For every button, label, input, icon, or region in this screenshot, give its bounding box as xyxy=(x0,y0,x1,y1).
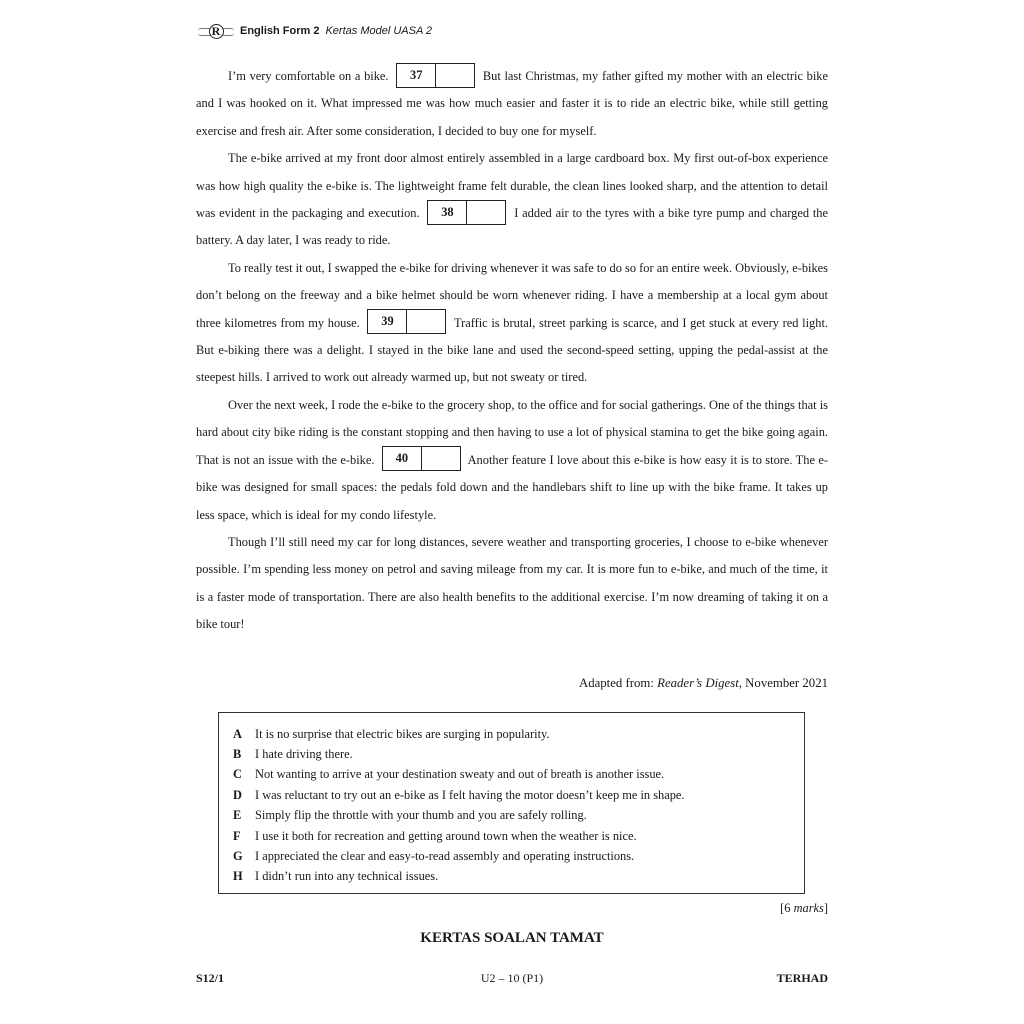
answer-blank[interactable] xyxy=(467,201,505,224)
answer-blank[interactable] xyxy=(407,310,445,333)
header-subject: English Form 2 xyxy=(240,25,320,37)
answer-options-box xyxy=(218,712,805,894)
paragraph-2: The e-bike arrived at my front door almost entirely assembled in a large cardboard box. My first out-of-box experience was how high quality the e-bike is. The lightweight frame felt durable, the clean lines looked sharp, and the attention to detail was evident in the packaging and execution. 38 I added air to the tyres with a bike tyre pump and charged the battery. A day later, I was ready to ride. xyxy=(196,151,828,248)
paragraph-4: Over the next week, I rode the e-bike to the grocery shop, to the office and for social gatherings. One of the things that is hard about city bike riding is the constant stopping and then having to use a lot of physical stamina to get the bike going again. That is not an issue with the e-bike. 40 Another feature I love about this e-bike is how easy it is to store. The e-bike was designed for small spaces: the pedals fold down and the handlebars shift to line up with the bike frame. It takes up less space, which is ideal for my condo lifestyle. xyxy=(196,397,828,522)
answer-box-40[interactable] xyxy=(382,446,461,471)
question-number: 39 xyxy=(368,310,407,333)
footer-code: S12/1 xyxy=(196,971,225,985)
footer-page-number: U2 – 10 (P1) xyxy=(480,971,544,985)
answer-blank[interactable] xyxy=(422,447,460,470)
source-citation: Adapted from: Reader’s Digest, November 2021 xyxy=(578,676,828,690)
footer-classification: TERHAD xyxy=(776,971,828,985)
option-f: F I use it both for recreation and getting around town when the weather is nice. xyxy=(233,828,637,843)
question-number: 40 xyxy=(383,447,422,470)
option-c: C Not wanting to arrive at your destination sweaty and out of breath is another issue. xyxy=(233,767,665,782)
question-number: 38 xyxy=(428,201,467,224)
option-a: A It is no surprise that electric bikes are surging in popularity. xyxy=(233,726,550,741)
marks-label: [6 marks] xyxy=(780,901,828,915)
option-g: G I appreciated the clear and easy-to-read assembly and operating instructions. xyxy=(233,849,635,864)
paragraph-3: To really test it out, I swapped the e-bike for driving whenever it was safe to do so for an entire week. Obviously, e-bikes don’t belong on the freeway and a bike helmet should be worn whenever riding. I have a membership at a local gym about three kilometres from my house. 39 Traffic is brutal, street parking is scarce, and I get stuck at every red light. But e-biking there was a delight. I stayed in the bike lane and used the second-speed setting, upping the pedal-assist at the steepest hills. I arrived to work out already warmed up, but not sweaty or tired. xyxy=(196,260,828,385)
reading-passage xyxy=(196,63,828,639)
answer-box-37[interactable] xyxy=(396,63,475,88)
answer-box-39[interactable] xyxy=(367,309,446,334)
end-of-paper-title: KERTAS SOALAN TAMAT xyxy=(420,930,604,946)
option-d: D I was reluctant to try out an e-bike as I felt having the motor doesn’t keep me in shape. xyxy=(233,787,685,802)
header-paper-title: Kertas Model UASA 2 xyxy=(325,25,433,37)
option-e: E Simply flip the throttle with your thumb and you are safely rolling. xyxy=(233,808,587,823)
option-h: H I didn’t run into any technical issues. xyxy=(233,869,439,884)
question-number: 37 xyxy=(397,64,436,87)
paragraph-5: Though I’ll still need my car for long distances, severe weather and transporting groceries, I choose to e-bike whenever possible. I’m spending less money on petrol and saving mileage from my car. It is more fun to e-bike, and much of the time, it is a faster mode of transportation. There are also health benefits to the additional exercise. I’m now dreaming of taking it on a bike tour! xyxy=(196,534,828,632)
paragraph-1: I’m very comfortable on a bike. 37 But last Christmas, my father gifted my mother with an electric bike and I was hooked on it. What impressed me was how much easier and faster it is to ride an electric bike, while still getting exercise and fresh air. After some consideration, I decided to buy one for myself. xyxy=(196,63,828,145)
publisher-logo: R xyxy=(198,24,234,38)
option-b: B I hate driving there. xyxy=(233,747,353,762)
page-header xyxy=(198,24,432,38)
answer-blank[interactable] xyxy=(436,64,474,87)
answer-box-38[interactable] xyxy=(427,200,506,225)
